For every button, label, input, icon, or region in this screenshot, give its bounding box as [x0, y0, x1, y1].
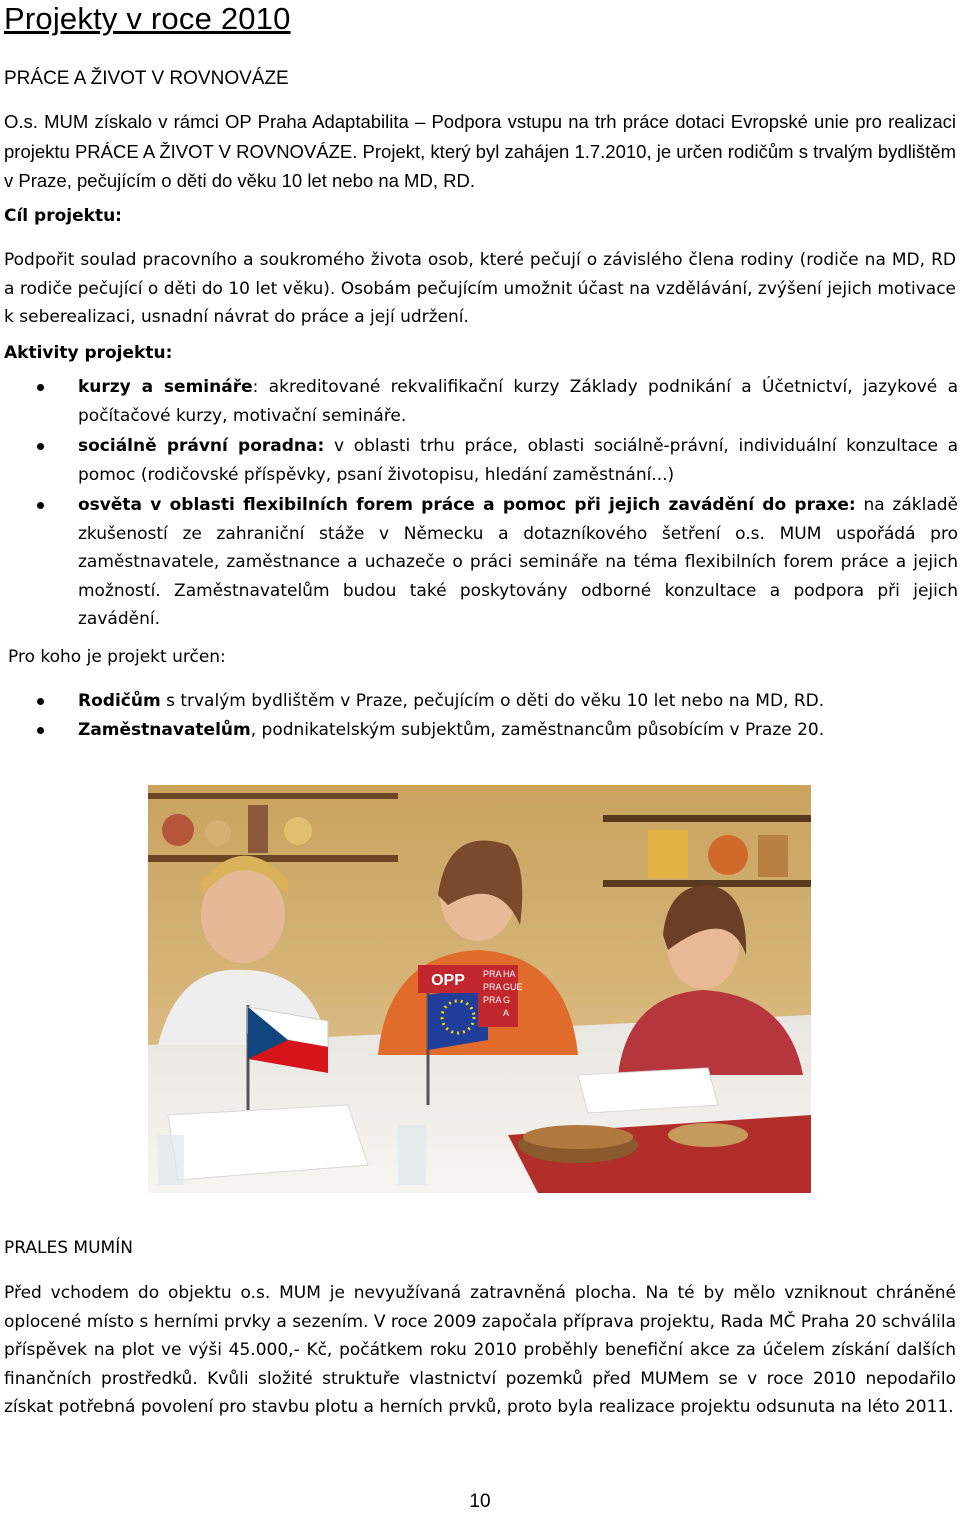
target-title: Zaměstnavatelům: [78, 719, 251, 740]
praha-sign-text-7: A: [503, 1008, 510, 1018]
target-text: s trvalým bydlištěm v Praze, pečujícím o děti do věku 10 let nebo na MD, RD.: [160, 691, 825, 711]
activity-text: : akreditované rekvalifikační kurzy Základy podnikání a Účetnictví, jazykové a počítačové kurzy, motivační semináře.: [78, 377, 958, 426]
list-item: [0, 432, 958, 489]
bullet-icon: [37, 443, 44, 450]
activities-list: [0, 373, 958, 634]
activity-text: na základě zkušeností ze zahraniční stáže v Německu a dotazníkového šetření o.s. MUM uspořádá pro zaměstnavatele, zaměstnance a uchazeče o práci semináře na téma flexibilních forem práce a jejich možností. Zaměstnavatelům budou také poskytovány odborné konzultace a podpora při jejich zavádění.: [78, 495, 958, 629]
target-label-text: Pro koho je projekt určen:: [8, 647, 226, 667]
bullet-icon: [37, 727, 44, 734]
list-item: [0, 373, 958, 430]
workshop-photo: [148, 785, 811, 1193]
bullet-icon: [37, 502, 44, 509]
opp-sign-text: OPP: [431, 972, 465, 989]
page-number: 10: [469, 1491, 491, 1512]
activity-title: sociálně právní poradna:: [78, 436, 325, 456]
intro-paragraph: O.s. MUM získalo v rámci OP Praha Adaptabilita – Podpora vstupu na trh práce dotaci Evropské unie pro realizaci projektu PRÁCE A ŽIVOT V ROVNOVÁZE. Projekt, který byl zahájen 1.7.2010, je určen rodičům s trvalým bydlištěm v Praze, pečujícím o děti do věku 10 let nebo na MD, RD.: [4, 111, 956, 191]
praha-sign-text-1: PRA: [483, 969, 502, 979]
bullet-icon: [37, 384, 44, 391]
list-item: [0, 716, 958, 745]
activity-title: osvěta v oblasti flexibilních forem práce a pomoc při jejich zavádění do praxe:: [78, 495, 856, 515]
praha-sign-text-3: PRA: [483, 982, 502, 992]
goal-label: Cíl projektu:: [4, 206, 122, 226]
praha-sign-text-6: G: [503, 995, 511, 1005]
target-title: Rodičům: [78, 691, 161, 711]
section-heading-prace-a-zivot: PRÁCE A ŽIVOT V ROVNOVÁZE: [4, 68, 289, 89]
praha-sign-text-5: PRA: [483, 995, 502, 1005]
target-list: [0, 687, 958, 744]
praha-sign-text-4: GUE: [503, 982, 523, 992]
prales-paragraph: Před vchodem do objektu o.s. MUM je nevyužívaná zatravněná plocha. Na té by mělo vzniknout chráněné oplocené místo s herními prvky a sezením. V roce 2009 započala příprava projektu, Rada MČ Praha 20 schválila příspěvek na plot ve výši 45.000,- Kč, počátkem roku 2010 proběhly benefiční akce za účelem získání dalších finančních prostředků. Kvůli složité struktuře vlastnictví pozemků před MUMem se v roce 2010 nepodařilo získat potřebná povolení pro stavbu plotu a herních prvků, proto byla realizace projektu odsunuta na léto 2011.: [4, 1283, 956, 1417]
prales-heading-text: PRALES MUMÍN: [4, 1238, 133, 1258]
target-label: [8, 647, 226, 667]
goal-paragraph: Podpořit soulad pracovního a soukromého života osob, které pečují o závislého člena rodiny (rodiče na MD, RD a rodiče pečující o děti do 10 let věku). Osobám pečujícím umožnit účast na vzdělávání, zvýšení jejich motivace k seberealizaci, usnadní návrat do práce a její udržení.: [4, 250, 956, 327]
activity-text: v oblasti trhu práce, oblasti sociálně-právní, individuální konzultace a pomoc (rodičovské příspěvky, psaní životopisu, hledání zaměstnání...): [78, 436, 958, 485]
page-title: Projekty v roce 2010: [4, 1, 291, 36]
activity-title: kurzy a semináře: [78, 377, 253, 397]
target-text: , podnikatelským subjektům, zaměstnancům působícím v Praze 20.: [250, 719, 825, 740]
praha-sign-text-2: HA: [503, 969, 516, 979]
section-heading-prales: [4, 1238, 133, 1258]
bullet-icon: [37, 698, 44, 705]
activities-label: Aktivity projektu:: [4, 343, 173, 363]
list-item: [0, 687, 958, 716]
list-item: [0, 491, 958, 634]
